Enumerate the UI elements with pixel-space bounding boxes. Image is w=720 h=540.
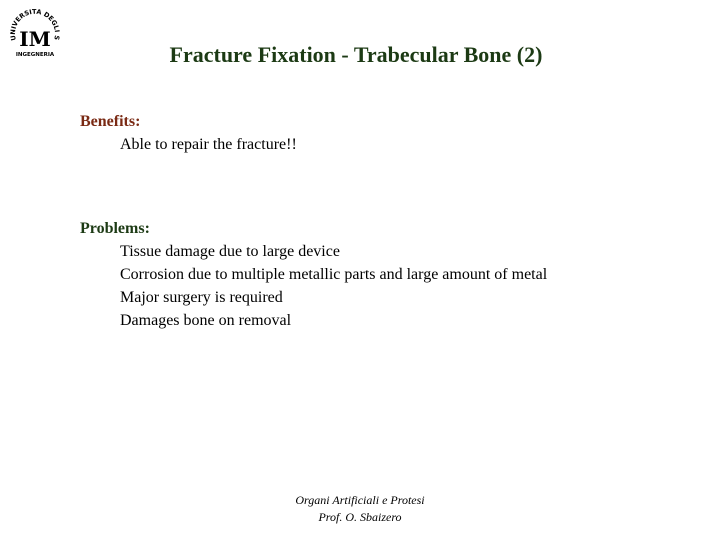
footer-professor: Prof. O. Sbaizero — [318, 510, 402, 524]
seal-ring-text: UNIVERSITA DEGLI S — [8, 7, 61, 42]
problem-item: Corrosion due to multiple metallic parts and large amount of metal — [120, 266, 548, 283]
problems-section — [80, 217, 547, 332]
slide-title: Fracture Fixation - Trabecular Bone (2) — [169, 42, 543, 67]
problems-heading: Problems: — [80, 220, 150, 237]
benefits-heading: Benefits: — [80, 113, 141, 130]
footer-course: Organi Artificiali e Protesi — [295, 493, 425, 507]
seal-monogram: IM — [19, 27, 51, 51]
seal-sub-text: INGEGNERIA — [15, 52, 55, 58]
problem-item: Major surgery is required — [120, 289, 283, 306]
problem-item: Tissue damage due to large device — [120, 243, 340, 260]
benefits-section — [80, 110, 297, 156]
benefit-item: Able to repair the fracture!! — [120, 136, 297, 153]
problem-item: Damages bone on removal — [120, 312, 292, 329]
slide-footer — [0, 492, 720, 526]
